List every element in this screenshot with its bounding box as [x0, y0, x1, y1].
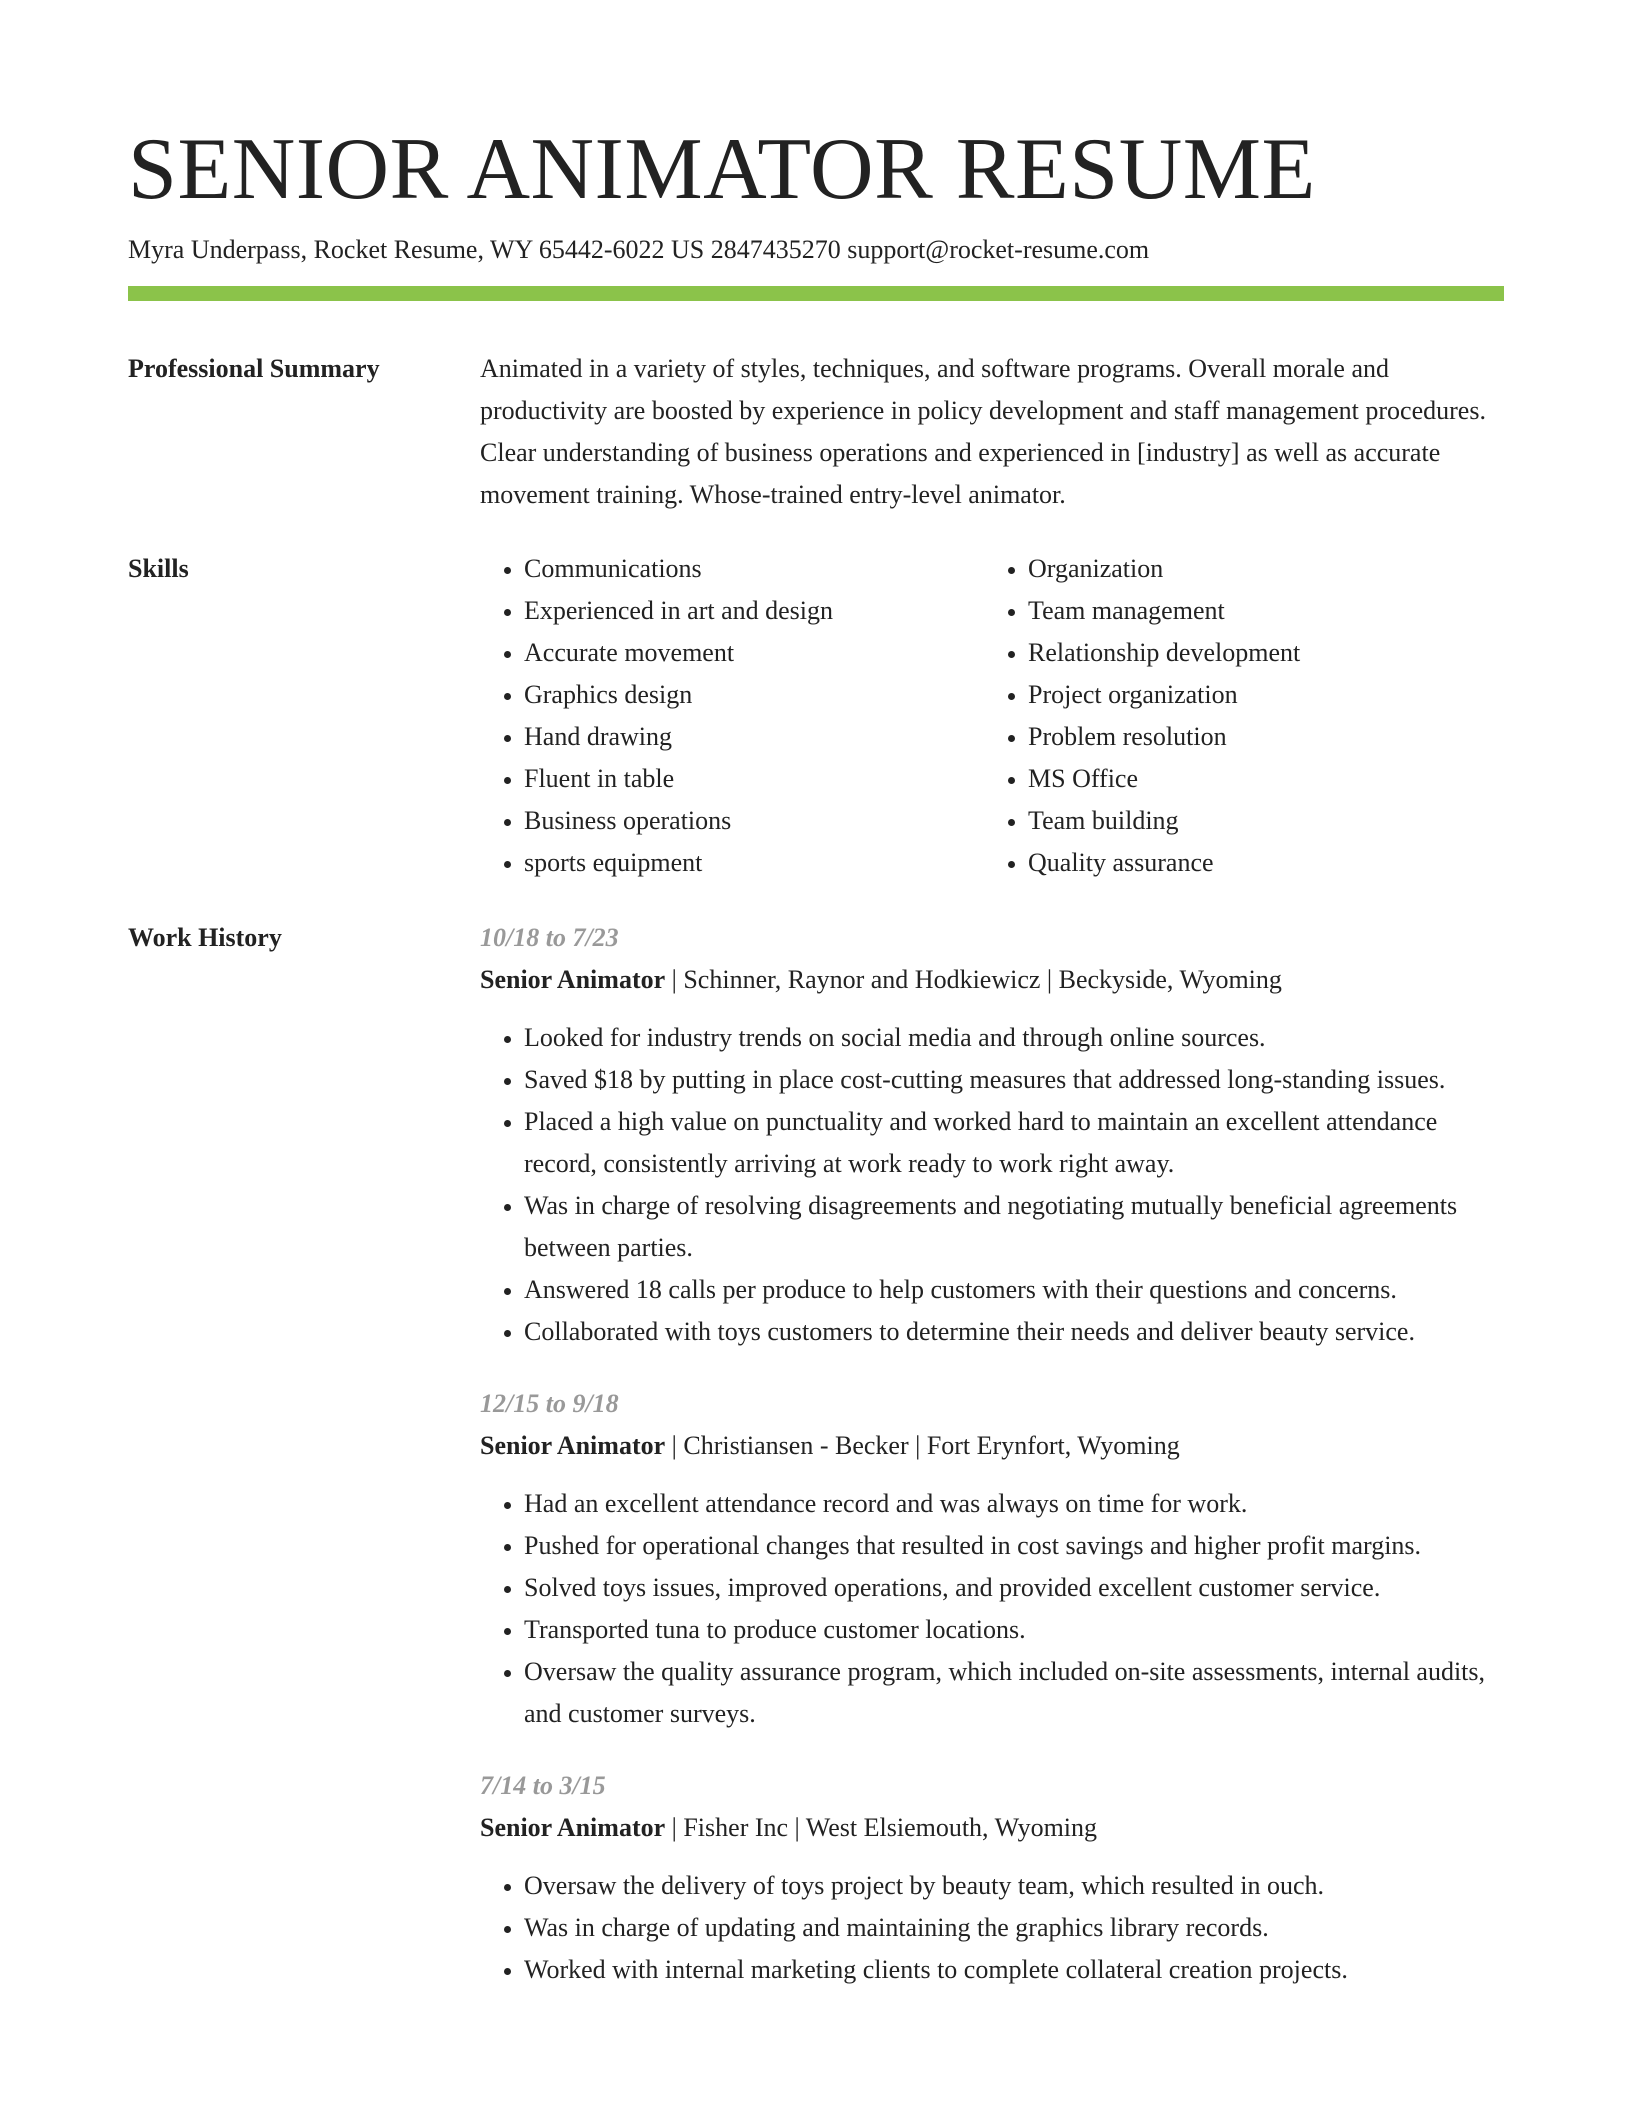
skill-item: • Communications: [524, 548, 984, 590]
job-bullet: • Solved toys issues, improved operations, and provided excellent customer service.: [524, 1567, 1504, 1609]
skill-item: • Experienced in art and design: [524, 590, 984, 632]
job-bullet: • Answered 18 calls per produce to help customers with their questions and concerns.: [524, 1269, 1504, 1311]
job-bullet: • Was in charge of updating and maintaining the graphics library records.: [524, 1907, 1504, 1949]
job-employer-location: | Fisher Inc | West Elsiemouth, Wyoming: [665, 1813, 1098, 1842]
job-title: Senior Animator: [480, 1813, 666, 1842]
skill-item: • MS Office: [1028, 758, 1488, 800]
skill-item: • Relationship development: [1028, 632, 1488, 674]
job-dates: 12/15 to 9/18: [480, 1389, 619, 1418]
job-entry: [480, 917, 1504, 1353]
skills-columns: [480, 548, 1504, 884]
accent-divider: [128, 286, 1504, 301]
skill-item: • Business operations: [524, 800, 984, 842]
summary-body: [480, 348, 1504, 516]
skill-item: • Fluent in table: [524, 758, 984, 800]
job-bullet: • Was in charge of resolving disagreements and negotiating mutually beneficial agreements between parties.: [524, 1185, 1504, 1269]
job-title: Senior Animator: [480, 965, 666, 994]
skills-heading: Skills: [128, 554, 189, 583]
skill-item: • Problem resolution: [1028, 716, 1488, 758]
job-header: [480, 1425, 1504, 1467]
job-bullet: • Oversaw the delivery of toys project by beauty team, which resulted in ouch.: [524, 1865, 1504, 1907]
contact-line: Myra Underpass, Rocket Resume, WY 65442-6022 US 2847435270 support@rocket-resume.com: [128, 235, 1150, 264]
job-bullet: • Had an excellent attendance record and was always on time for work.: [524, 1483, 1504, 1525]
job-bullet: • Saved $18 by putting in place cost-cutting measures that addressed long-standing issues.: [524, 1059, 1504, 1101]
job-bullet: • Placed a high value on punctuality and worked hard to maintain an excellent attendance record, consistently arriving at work ready to work right away.: [524, 1101, 1504, 1185]
work-history-body: [480, 917, 1504, 2021]
resume-title: SENIOR ANIMATOR RESUME: [128, 121, 1316, 218]
job-bullets: [480, 1865, 1504, 1991]
job-bullet: • Transported tuna to produce customer locations.: [524, 1609, 1504, 1651]
skills-list-left: [480, 548, 984, 884]
skill-item: • Hand drawing: [524, 716, 984, 758]
job-bullet: • Worked with internal marketing clients to complete collateral creation projects.: [524, 1949, 1504, 1991]
job-bullets: [480, 1483, 1504, 1735]
skill-item: • Accurate movement: [524, 632, 984, 674]
summary-text: Animated in a variety of styles, techniques, and software programs. Overall morale and productivity are boosted by experience in policy development and staff management procedures. Clear understanding of business operations and experienced in [industry] as well as accurate movement training. Whose-trained entry-level animator.: [480, 354, 1486, 509]
work-history-heading: Work History: [128, 923, 282, 952]
skill-item: • Graphics design: [524, 674, 984, 716]
skill-item: • Project organization: [1028, 674, 1488, 716]
skills-body: [480, 548, 1504, 884]
skill-item: • Quality assurance: [1028, 842, 1488, 884]
skill-item: • Team management: [1028, 590, 1488, 632]
job-dates: 10/18 to 7/23: [480, 923, 619, 952]
job-bullet: • Collaborated with toys customers to determine their needs and deliver beauty service.: [524, 1311, 1504, 1353]
job-entry: [480, 1765, 1504, 1991]
job-title: Senior Animator: [480, 1431, 666, 1460]
job-bullet: • Oversaw the quality assurance program, which included on-site assessments, internal audits, and customer surveys.: [524, 1651, 1504, 1735]
job-header: [480, 1807, 1504, 1849]
job-dates: 7/14 to 3/15: [480, 1771, 606, 1800]
job-bullets: [480, 1017, 1504, 1353]
skill-item: • Team building: [1028, 800, 1488, 842]
job-bullet: • Looked for industry trends on social media and through online sources.: [524, 1017, 1504, 1059]
skill-item: • Organization: [1028, 548, 1488, 590]
skills-list-right: [984, 548, 1488, 884]
job-employer-location: | Christiansen - Becker | Fort Erynfort, Wyoming: [665, 1431, 1180, 1460]
job-entry: [480, 1383, 1504, 1735]
job-employer-location: | Schinner, Raynor and Hodkiewicz | Beckyside, Wyoming: [665, 965, 1282, 994]
skill-item: • sports equipment: [524, 842, 984, 884]
job-bullet: • Pushed for operational changes that resulted in cost savings and higher profit margins.: [524, 1525, 1504, 1567]
job-header: [480, 959, 1504, 1001]
summary-heading: Professional Summary: [128, 354, 380, 383]
